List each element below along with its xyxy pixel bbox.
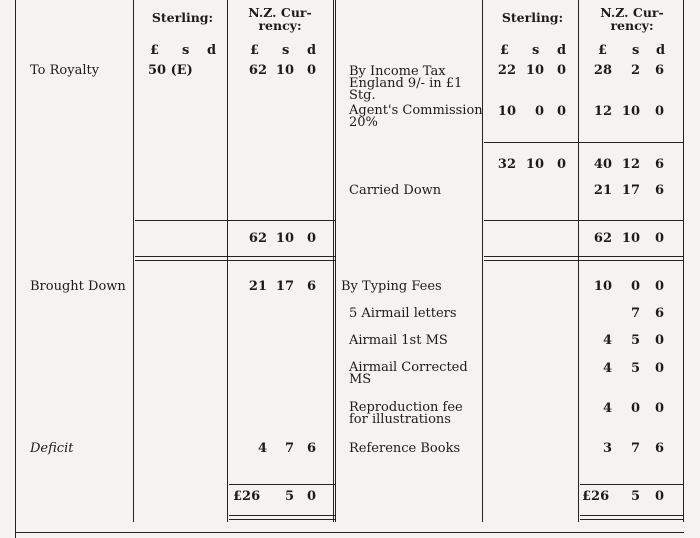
header-right-nz: N.Z. Cur- rency:: [600, 5, 664, 33]
ref-books-s: 7: [630, 441, 640, 456]
subtotal-nz-pound: 40: [593, 157, 612, 172]
brought-nz-s: 17: [275, 279, 294, 294]
airmail-letters-d: 6: [654, 306, 664, 321]
rule-v-left-sterling: [227, 0, 228, 522]
deficit-nz-pound: 4: [257, 441, 267, 456]
rule-h-left-tot-a: [135, 256, 335, 257]
rule-h-right-gtot-a: [580, 515, 684, 516]
agent-nz-pound: 12: [593, 104, 612, 119]
left-grand-total-pound: £26: [233, 489, 261, 504]
unit-ls-d: d: [207, 43, 217, 58]
rule-h-right-sub2: [484, 220, 684, 221]
rule-v-page-left: [15, 0, 16, 538]
airmail-corrected-label: Airmail Corrected MS: [349, 360, 468, 387]
reference-books-label: Reference Books: [349, 441, 461, 456]
unit-ln-pound: £: [250, 43, 260, 58]
agent-st-pound: 10: [497, 104, 516, 119]
rule-h-left-sub: [135, 220, 335, 221]
typing-nz-d: 0: [654, 279, 664, 294]
unit-rs-d: d: [557, 43, 567, 58]
brought-nz-pound: 21: [248, 279, 267, 294]
airmail-corr-s: 5: [630, 361, 640, 376]
income-tax-label: By Income Tax England 9/- in £1 Stg.: [349, 64, 463, 103]
right-total-pound: 62: [593, 231, 612, 246]
airmail-1st-pound: 4: [602, 333, 612, 348]
rule-h-left-gtot-a: [229, 515, 335, 516]
rule-h-right-gtot: [580, 484, 684, 485]
subtotal-nz-d: 6: [654, 157, 664, 172]
subtotal-nz-s: 12: [621, 157, 640, 172]
agent-nz-s: 10: [621, 104, 640, 119]
rule-h-right-tot-a: [484, 256, 684, 257]
brought-nz-d: 6: [306, 279, 316, 294]
unit-rn-d: d: [656, 43, 666, 58]
carried-nz-pound: 21: [593, 183, 612, 198]
repro-d: 0: [654, 401, 664, 416]
unit-ls-s: s: [182, 43, 190, 58]
rule-v-right-sterling: [578, 0, 579, 522]
left-subtotal-d: 0: [306, 231, 316, 246]
subtotal-st-pound: 32: [497, 157, 516, 172]
airmail-letters-s: 7: [630, 306, 640, 321]
typing-nz-pound: 10: [593, 279, 612, 294]
airmail-letters-label: 5 Airmail letters: [349, 306, 457, 321]
unit-rn-pound: £: [598, 43, 608, 58]
left-subtotal-pound: 62: [248, 231, 267, 246]
airmail-1st-d: 0: [654, 333, 664, 348]
income-tax-nz-s: 2: [630, 63, 640, 78]
right-total-d: 0: [654, 231, 664, 246]
agent-nz-d: 0: [654, 104, 664, 119]
right-grand-total-d: 0: [654, 489, 664, 504]
airmail-corr-d: 0: [654, 361, 664, 376]
income-tax-nz-pound: 28: [593, 63, 612, 78]
rule-v-left-nz-a: [333, 0, 334, 522]
unit-ln-d: d: [307, 43, 317, 58]
royalty-nz-s: 10: [275, 63, 294, 78]
deficit-nz-d: 6: [306, 441, 316, 456]
ref-books-pound: 3: [602, 441, 612, 456]
subtotal-st-s: 10: [525, 157, 544, 172]
deficit-nz-s: 7: [284, 441, 294, 456]
unit-rs-s: s: [532, 43, 540, 58]
right-grand-total-s: 5: [630, 489, 640, 504]
agent-commission-label: Agent's Commission 20%: [349, 103, 483, 130]
royalty-nz-pound: 62: [248, 63, 267, 78]
repro-pound: 4: [602, 401, 612, 416]
rule-v-right-label: [482, 0, 483, 522]
header-left-sterling: Sterling:: [151, 10, 214, 25]
carried-down-label: Carried Down: [349, 183, 442, 198]
rule-h-left-gtot-b: [229, 519, 335, 520]
subtotal-st-d: 0: [556, 157, 566, 172]
left-grand-total-s: 5: [284, 489, 294, 504]
rule-h-right-gtot-b: [580, 519, 684, 520]
income-tax-nz-d: 6: [654, 63, 664, 78]
royalty-nz-d: 0: [306, 63, 316, 78]
rule-h-right-tot-b: [484, 260, 684, 261]
unit-ln-s: s: [282, 43, 290, 58]
rule-h-right-sub: [484, 142, 684, 143]
rule-v-left-label: [133, 0, 134, 522]
typing-nz-s: 0: [630, 279, 640, 294]
header-right-sterling: Sterling:: [501, 10, 564, 25]
unit-rs-pound: £: [500, 43, 510, 58]
royalty-label: To Royalty: [30, 63, 100, 78]
agent-st-d: 0: [556, 104, 566, 119]
income-tax-st-d: 0: [556, 63, 566, 78]
right-total-s: 10: [621, 231, 640, 246]
rule-h-left-gtot: [229, 484, 335, 485]
unit-rn-s: s: [632, 43, 640, 58]
airmail-corr-pound: 4: [602, 361, 612, 376]
agent-st-s: 0: [534, 104, 544, 119]
brought-down-label: Brought Down: [30, 279, 126, 294]
unit-ls-pound: £: [150, 43, 160, 58]
typing-fees-label: By Typing Fees: [341, 279, 442, 294]
rule-v-right-edge: [683, 0, 684, 522]
right-grand-total-pound: £26: [582, 489, 610, 504]
repro-s: 0: [630, 401, 640, 416]
income-tax-st-s: 10: [525, 63, 544, 78]
carried-nz-d: 6: [654, 183, 664, 198]
ref-books-d: 6: [654, 441, 664, 456]
airmail-1st-label: Airmail 1st MS: [349, 333, 448, 348]
rule-h-bottom: [15, 532, 684, 533]
header-left-nz: N.Z. Cur- rency:: [248, 5, 312, 33]
rule-h-left-tot-b: [135, 260, 335, 261]
carried-nz-s: 17: [621, 183, 640, 198]
left-grand-total-d: 0: [306, 489, 316, 504]
reproduction-fee-label: Reproduction fee for illustrations: [349, 400, 463, 427]
income-tax-st-pound: 22: [497, 63, 516, 78]
deficit-label: Deficit: [30, 441, 74, 456]
royalty-sterling: 50 (E): [148, 63, 193, 78]
left-subtotal-s: 10: [275, 231, 294, 246]
rule-v-left-nz-b: [335, 0, 336, 522]
airmail-1st-s: 5: [630, 333, 640, 348]
